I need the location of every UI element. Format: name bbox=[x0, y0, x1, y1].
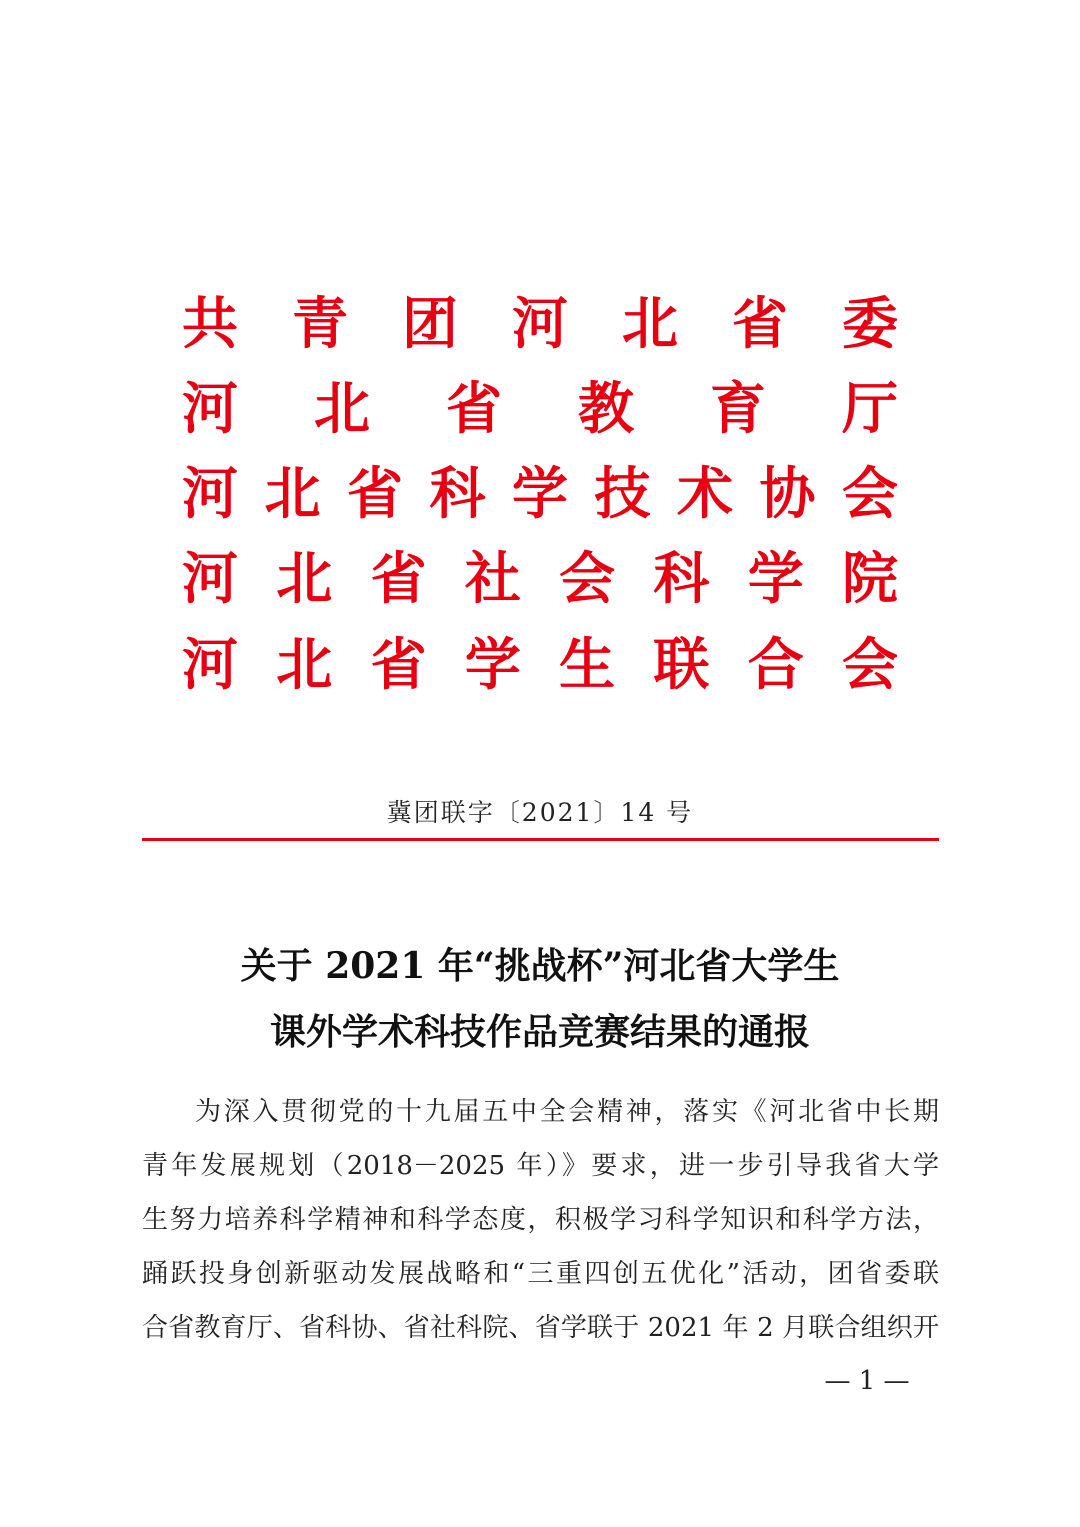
issuer-char: 河 bbox=[182, 547, 238, 612]
issuer-char: 共 bbox=[182, 292, 238, 357]
document-title-line-2: 课外学术科技作品竞赛结果的通报 bbox=[269, 1011, 810, 1053]
issuer-char: 社 bbox=[464, 547, 521, 612]
issuer-char: 北 bbox=[622, 292, 678, 357]
issuer-line-4 bbox=[180, 547, 900, 612]
issuer-char: 北 bbox=[276, 547, 333, 612]
issuer-char: 联 bbox=[653, 633, 710, 698]
body-line-3: 生努力培养科学精神和科学态度，积极学习科学知识和科学方法， bbox=[142, 1205, 939, 1235]
issuer-char: 学 bbox=[512, 462, 568, 527]
issuer-char: 会 bbox=[841, 633, 898, 698]
issuer-char: 河 bbox=[182, 377, 238, 442]
issuer-char: 技 bbox=[594, 462, 651, 527]
issuer-char: 科 bbox=[653, 547, 710, 612]
document-title-line-1: 关于 2021 年“挑战杯”河北省大学生 bbox=[240, 945, 840, 987]
issuer-line-2 bbox=[180, 377, 900, 442]
issuer-char: 省 bbox=[446, 377, 502, 442]
body-line-2: 青年发展规划（2018－2025 年）》要求，进一步引导我省大学 bbox=[142, 1151, 939, 1181]
issuer-char: 北 bbox=[276, 633, 333, 698]
issuer-char: 河 bbox=[182, 462, 238, 527]
document-number: 冀团联字〔2021〕14 号 bbox=[386, 798, 694, 827]
issuer-char: 厅 bbox=[842, 377, 898, 442]
red-divider bbox=[142, 838, 939, 841]
issuer-char: 北 bbox=[264, 462, 321, 527]
issuer-char: 省 bbox=[732, 292, 788, 357]
issuer-char: 学 bbox=[747, 547, 804, 612]
issuer-char: 合 bbox=[747, 633, 804, 698]
body-line-5: 合省教育厅、省科协、省社科院、省学联于 2021 年 2 月联合组织开 bbox=[142, 1313, 939, 1343]
issuer-char: 委 bbox=[842, 292, 898, 357]
issuer-char: 省 bbox=[370, 547, 427, 612]
issuer-char: 北 bbox=[314, 377, 370, 442]
issuer-char: 术 bbox=[677, 462, 733, 527]
issuer-char: 河 bbox=[182, 633, 238, 698]
issuer-line-1 bbox=[180, 292, 900, 357]
issuer-char: 省 bbox=[370, 633, 427, 698]
issuer-char: 协 bbox=[759, 462, 816, 527]
issuer-char: 会 bbox=[842, 462, 898, 527]
issuer-char: 科 bbox=[429, 462, 486, 527]
issuer-char: 青 bbox=[292, 292, 348, 357]
issuer-char: 会 bbox=[559, 547, 616, 612]
issuer-line-3 bbox=[180, 462, 900, 527]
body-line-4: 踊跃投身创新驱动发展战略和“三重四创五优化”活动，团省委联 bbox=[142, 1259, 939, 1289]
body-line-1: 为深入贯彻党的十九届五中全会精神，落实《河北省中长期 bbox=[195, 1097, 939, 1127]
issuer-char: 学 bbox=[464, 633, 521, 698]
issuer-char: 河 bbox=[512, 292, 568, 357]
issuer-line-5 bbox=[180, 633, 900, 698]
issuer-char: 院 bbox=[841, 547, 898, 612]
issuer-char: 育 bbox=[710, 377, 766, 442]
page-number: — 1 — bbox=[824, 1366, 910, 1396]
issuer-char: 团 bbox=[402, 292, 458, 357]
issuer-char: 教 bbox=[578, 377, 634, 442]
issuer-char: 生 bbox=[559, 633, 616, 698]
issuer-char: 省 bbox=[347, 462, 403, 527]
